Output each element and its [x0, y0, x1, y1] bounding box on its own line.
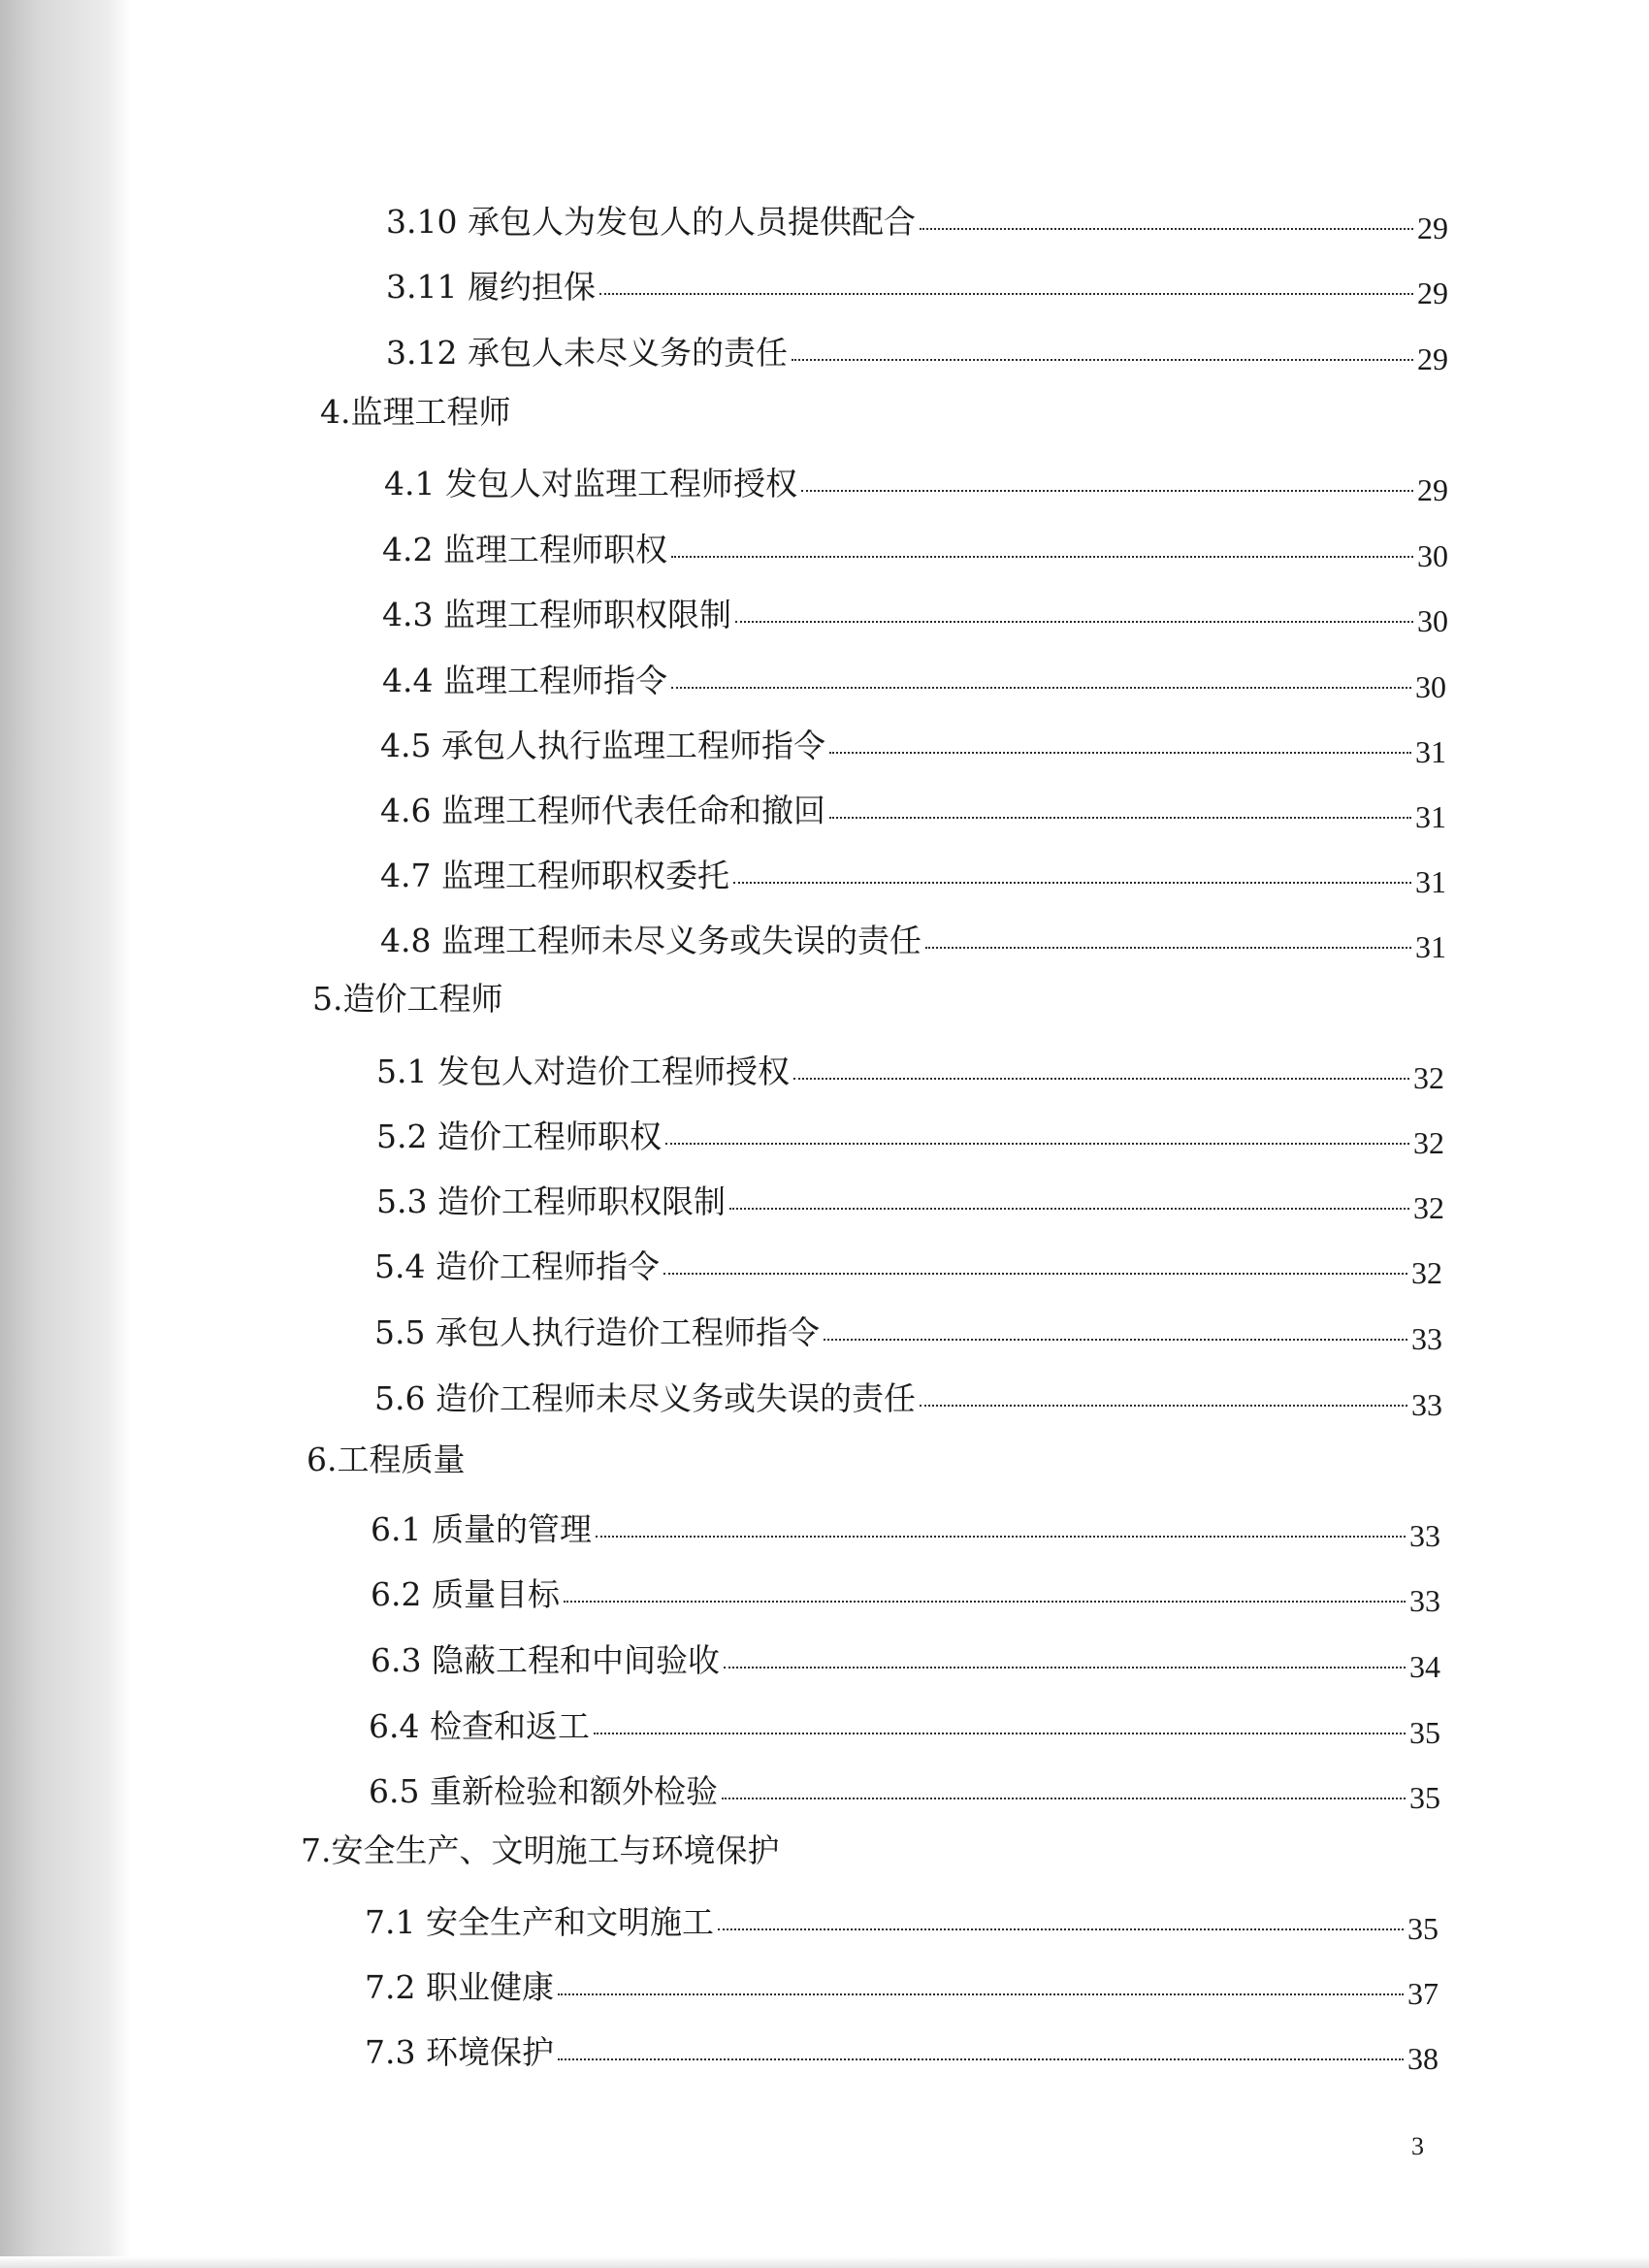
dot-leader [665, 1143, 1409, 1145]
toc-entry-page: 32 [1413, 1060, 1444, 1095]
toc-entry-label: 6.3 隐蔽工程和中间验收 [371, 1641, 720, 1679]
toc-entry-page: 32 [1413, 1125, 1444, 1160]
toc-entry-label: 7.1 安全生产和文明施工 [365, 1903, 714, 1941]
toc-entry-page: 31 [1415, 734, 1446, 769]
toc-entry-page: 37 [1407, 1976, 1439, 2011]
toc-entry-label: 4.2 监理工程师职权 [382, 531, 667, 568]
toc-entry-label: 3.10 承包人为发包人的人员提供配合 [386, 203, 916, 241]
toc-entry-6-2[interactable] [371, 1571, 1440, 1618]
toc-entry-label: 6.4 检查和返工 [369, 1707, 590, 1745]
toc-entry-4-7[interactable] [380, 853, 1446, 899]
toc-entry-4-4[interactable] [382, 658, 1446, 704]
dot-leader [829, 817, 1411, 819]
dot-leader [829, 752, 1411, 754]
toc-entry-5-6[interactable] [374, 1376, 1442, 1422]
toc-entry-4-8[interactable] [380, 918, 1446, 964]
toc-entry-label: 4.5 承包人执行监理工程师指令 [380, 727, 825, 764]
toc-entry-label: 5.1 发包人对造价工程师授权 [376, 1053, 790, 1090]
toc-entry-page: 33 [1409, 1518, 1440, 1553]
toc-entry-4-5[interactable] [380, 723, 1446, 769]
toc-entry-page: 33 [1411, 1387, 1442, 1422]
page-bottom-edge [0, 2256, 1649, 2268]
toc-entry-6-1[interactable] [371, 1507, 1440, 1553]
toc-entry-6-4[interactable] [369, 1703, 1440, 1750]
toc-entry-6-3[interactable] [371, 1637, 1440, 1684]
toc-entry-4-1[interactable] [384, 461, 1448, 507]
dot-leader [663, 1273, 1407, 1275]
toc-entry-label: 4.7 监理工程师职权委托 [380, 857, 729, 894]
toc-entry-page: 29 [1417, 341, 1448, 376]
toc-entry-page: 35 [1409, 1715, 1440, 1750]
toc-entry-3-11[interactable] [386, 264, 1448, 310]
toc-entry-label: 5.6 造价工程师未尽义务或失误的责任 [374, 1379, 916, 1417]
toc-entry-7-3[interactable] [365, 2029, 1439, 2076]
toc-entry-label: 5.4 造价工程师指令 [374, 1247, 660, 1285]
toc-entry-5-4[interactable] [374, 1244, 1442, 1290]
toc-entry-7-1[interactable] [365, 1899, 1439, 1946]
toc-entry-label: 6.2 质量目标 [371, 1575, 560, 1613]
toc-entry-page: 33 [1411, 1321, 1442, 1356]
toc-entry-5-5[interactable] [374, 1310, 1442, 1356]
toc-entry-4-3[interactable] [382, 592, 1448, 638]
toc-entry-5-2[interactable] [376, 1114, 1444, 1160]
toc-entry-label: 5.5 承包人执行造价工程师指令 [374, 1313, 820, 1351]
toc-entry-page: 38 [1407, 2041, 1439, 2076]
toc-entry-label: 3.12 承包人未尽义务的责任 [386, 334, 788, 372]
toc-entry-page: 32 [1413, 1190, 1444, 1225]
toc-entry-label: 4.8 监理工程师未尽义务或失误的责任 [380, 922, 922, 959]
toc-entry-5-3[interactable] [376, 1179, 1444, 1225]
toc-entry-label: 7.2 职业健康 [365, 1968, 554, 2006]
dot-leader [801, 490, 1413, 492]
toc-entry-4-6[interactable] [380, 788, 1446, 834]
dot-leader [733, 882, 1411, 884]
toc-entry-page: 30 [1415, 669, 1446, 704]
toc-entry-page: 30 [1417, 538, 1448, 573]
dot-leader [594, 1733, 1406, 1734]
dot-leader [925, 947, 1411, 949]
toc-entry-page: 29 [1417, 472, 1448, 507]
dot-leader [920, 1405, 1407, 1407]
dot-leader [596, 1536, 1406, 1538]
toc-entry-label: 7.3 环境保护 [365, 2033, 554, 2071]
toc-entry-page: 31 [1415, 864, 1446, 899]
toc-entry-6-5[interactable] [369, 1768, 1440, 1815]
toc-entry-label: 4.1 发包人对监理工程师授权 [384, 465, 797, 502]
dot-leader [558, 1993, 1404, 1995]
toc-entry-5-1[interactable] [376, 1049, 1444, 1095]
chapter-heading-5[interactable]: 5.造价工程师 [312, 980, 503, 1018]
toc-entry-label: 6.1 质量的管理 [371, 1510, 592, 1548]
toc-entry-page: 35 [1407, 1911, 1439, 1946]
dot-leader [671, 556, 1413, 558]
dot-leader [792, 359, 1413, 361]
toc-entry-7-2[interactable] [365, 1964, 1439, 2011]
dot-leader [724, 1667, 1406, 1669]
toc-entry-label: 4.4 监理工程师指令 [382, 662, 667, 699]
toc-entry-label: 5.3 造价工程师职权限制 [376, 1183, 726, 1220]
toc-entry-page: 34 [1409, 1649, 1440, 1684]
chapter-heading-6[interactable]: 6.工程质量 [307, 1441, 466, 1478]
toc-entry-label: 6.5 重新检验和额外检验 [369, 1772, 718, 1810]
toc-entry-page: 33 [1409, 1583, 1440, 1618]
toc-entry-page: 32 [1411, 1255, 1442, 1290]
toc-entry-page: 30 [1417, 603, 1448, 638]
toc-entry-label: 4.3 监理工程师职权限制 [382, 596, 731, 633]
chapter-heading-7[interactable]: 7.安全生产、文明施工与环境保护 [301, 1831, 780, 1869]
dot-leader [793, 1078, 1409, 1080]
toc-entry-page: 31 [1415, 799, 1446, 834]
dot-leader [729, 1208, 1409, 1210]
toc-entry-label: 4.6 监理工程师代表任命和撤回 [380, 792, 825, 829]
dot-leader [920, 228, 1413, 230]
toc-entry-label: 3.11 履约担保 [386, 268, 596, 306]
toc-entry-page: 29 [1417, 275, 1448, 310]
dot-leader [671, 687, 1411, 689]
toc-entry-label: 5.2 造价工程师职权 [376, 1118, 662, 1155]
toc-entry-4-2[interactable] [382, 527, 1448, 573]
toc-entry-page: 29 [1417, 211, 1448, 245]
dot-leader [564, 1601, 1406, 1603]
dot-leader [735, 621, 1413, 623]
dot-leader [824, 1339, 1407, 1341]
dot-leader [718, 1928, 1404, 1930]
dot-leader [722, 1798, 1406, 1799]
toc-entry-3-10[interactable] [386, 199, 1448, 245]
chapter-heading-4[interactable]: 4.监理工程师 [320, 393, 511, 431]
dot-leader [599, 293, 1413, 295]
toc-entry-page: 31 [1415, 929, 1446, 964]
toc-entry-3-12[interactable] [386, 330, 1448, 376]
toc-entry-page: 35 [1409, 1780, 1440, 1815]
page-number: 3 [1411, 2132, 1424, 2160]
dot-leader [558, 2058, 1404, 2060]
